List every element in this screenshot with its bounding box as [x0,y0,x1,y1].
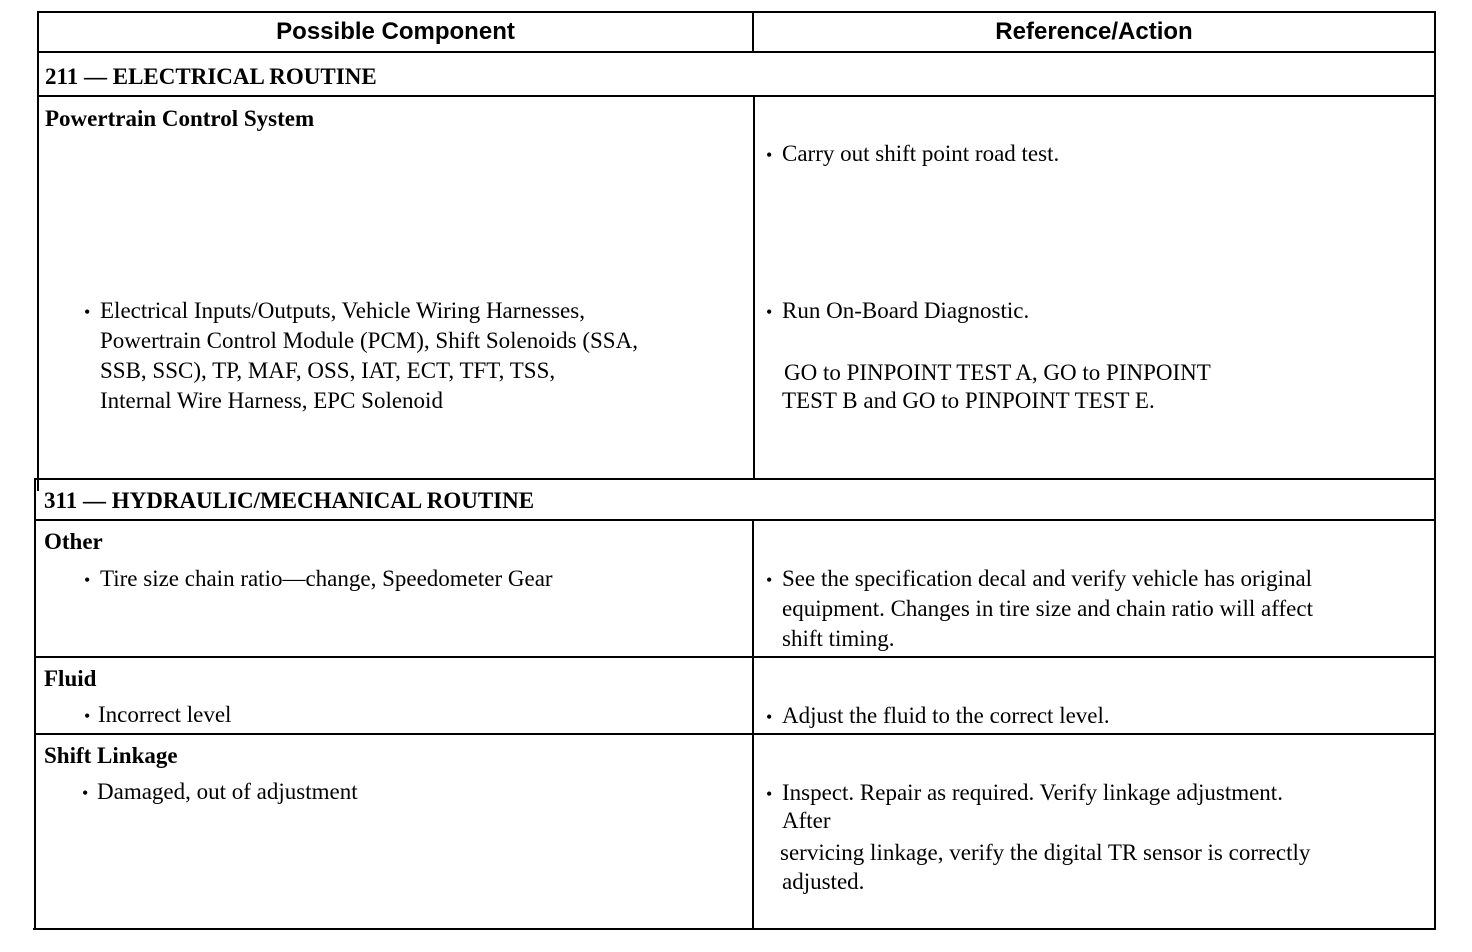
action-line: equipment. Changes in tire size and chain ratio will affect [782,596,1313,621]
table-border-right [1434,11,1436,930]
table-border-left-lower [34,480,36,930]
action-line: servicing linkage, verify the digital TR sensor is correctly [780,840,1311,865]
group-name-powertrain: Powertrain Control System [45,106,315,131]
action-line: See the specification decal and verify vehicle has original [782,566,1313,591]
action-run-diagnostic: Run On-Board Diagnostic. [782,298,1030,323]
table-border-left [37,11,39,491]
action-line: After [782,808,831,833]
bullet-icon: • [766,570,773,590]
bullet-icon: • [82,783,89,803]
action-line: Adjust the fluid to the correct level. [782,703,1110,728]
col-divider-section1 [753,95,755,480]
component-line: Electrical Inputs/Outputs, Vehicle Wiring Harnesses, [100,298,585,323]
action-line: Inspect. Repair as required. Verify linkage adjustment. [782,780,1283,805]
bullet-icon: • [84,706,91,726]
rule-section2-top [34,478,1436,480]
header-reference-action: Reference/Action [995,18,1193,45]
table-border-bottom [33,928,1436,930]
component-line: Powertrain Control Module (PCM), Shift Solenoids (SSA, [100,328,638,353]
bullet-icon: • [84,570,91,590]
component-line: Internal Wire Harness, EPC Solenoid [100,388,443,413]
bullet-icon: • [766,302,773,322]
section-title-hydraulic: 311 — HYDRAULIC/MECHANICAL ROUTINE [44,488,535,513]
rule-section1-title [37,95,1436,97]
bullet-icon: • [766,707,773,727]
group-name-fluid: Fluid [44,666,97,691]
col-divider-section2 [752,519,754,930]
action-road-test: Carry out shift point road test. [782,141,1060,166]
rule-group-fluid [34,733,1436,735]
component-line: Tire size chain ratio—change, Speedometer Gear [100,566,553,591]
rule-group-other [34,656,1436,658]
bullet-icon: • [766,784,773,804]
rule-section2-title [34,519,1436,521]
section-title-electrical: 211 — ELECTRICAL ROUTINE [45,64,377,89]
table-border-top [37,11,1436,13]
action-line: adjusted. [782,869,865,894]
group-name-other: Other [44,529,103,554]
component-line: SSB, SSC), TP, MAF, OSS, IAT, ECT, TFT, TSS, [100,358,556,383]
action-line: shift timing. [782,626,895,651]
group-name-shift-linkage: Shift Linkage [44,743,178,768]
bullet-icon: • [766,145,773,165]
action-pinpoint-line: TEST B and GO to PINPOINT TEST E. [782,388,1155,413]
component-line: Incorrect level [98,702,232,727]
action-pinpoint-line: GO to PINPOINT TEST A, GO to PINPOINT [784,360,1211,385]
component-line: Damaged, out of adjustment [97,779,358,804]
bullet-icon: • [84,302,91,322]
header-possible-component: Possible Component [276,18,515,45]
rule-header-bottom [37,51,1436,53]
